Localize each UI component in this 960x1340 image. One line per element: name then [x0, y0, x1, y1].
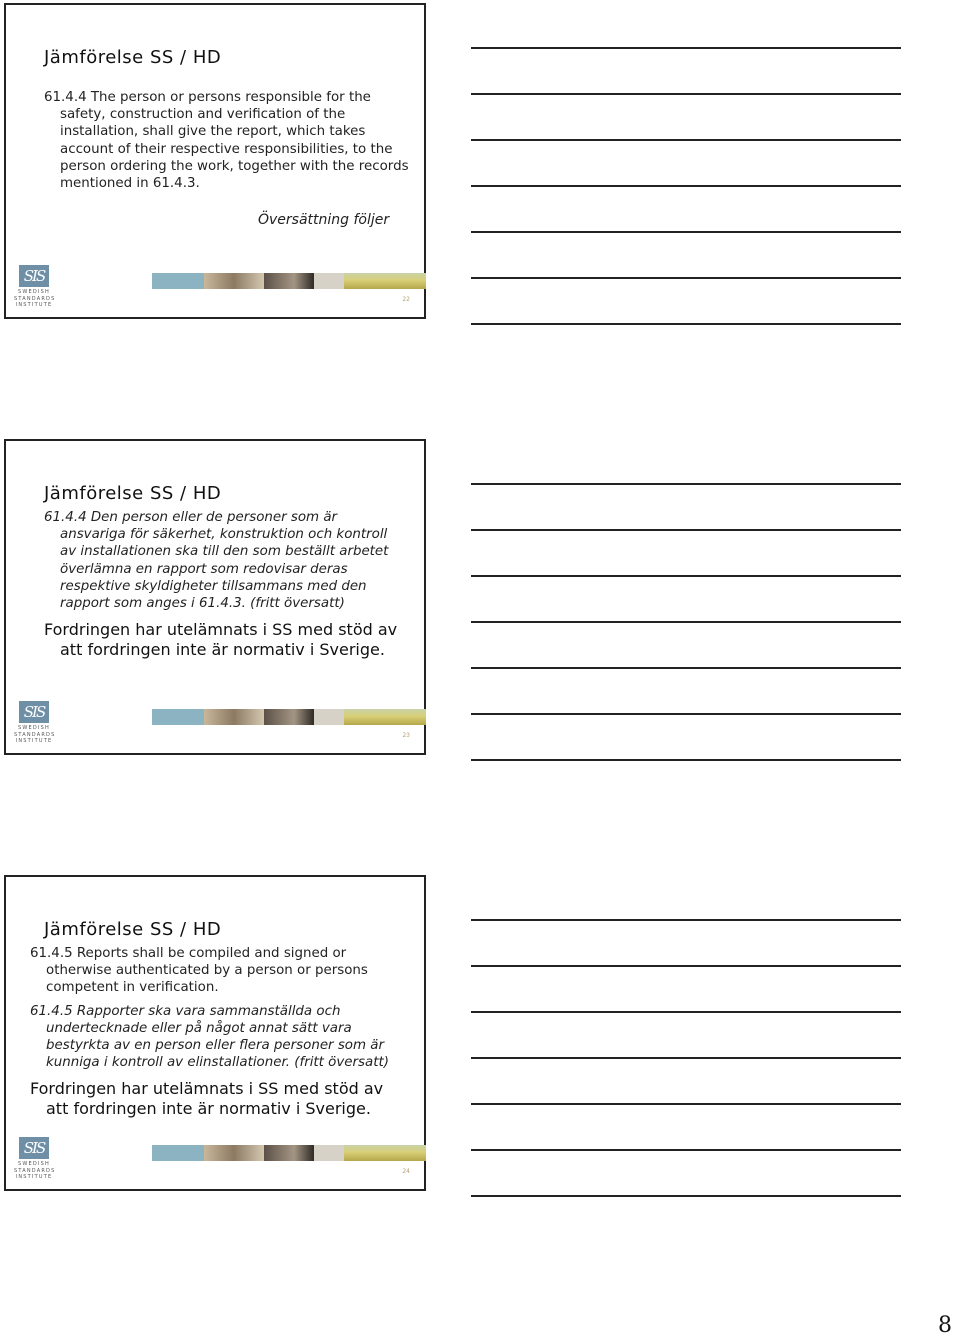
logo-text-line: INSTITUTE [15, 738, 53, 744]
slide-note: Fordringen har utelämnats i SS med stöd av att fordringen inte är normativ i Sverige. [44, 620, 398, 660]
notes-line [471, 759, 901, 761]
slide-body-text-swedish: 61.4.5 Rapporter ska vara sammanställda och undertecknade eller på något annat sätt vara bestyrkta av en person eller flera personer som är kunniga i kontroll av elinstallationer. (fritt översatt) [30, 1003, 389, 1071]
logo-text-line: SWEDISH [18, 725, 50, 731]
notes-line [471, 231, 901, 233]
sis-logo [14, 701, 54, 745]
logo-text-line: STANDARDS [14, 1167, 56, 1174]
page-number: 8 [938, 1313, 952, 1338]
logo-text-line: STANDARDS [14, 731, 56, 738]
logo-text-line: SWEDISH [18, 1161, 50, 1167]
notes-line [471, 919, 901, 921]
slide-body [30, 945, 410, 1119]
slide-22 [4, 3, 426, 319]
photo-strip [152, 1145, 426, 1161]
notes-line [471, 93, 901, 95]
notes-line [471, 277, 901, 279]
notes-line [471, 667, 901, 669]
notes-line [471, 1195, 901, 1197]
translation-note: Översättning följer [258, 212, 390, 228]
notes-line [471, 713, 901, 715]
sis-logo [14, 1137, 54, 1181]
slide-note: Fordringen har utelämnats i SS med stöd av att fordringen inte är normativ i Sverige. [30, 1079, 384, 1119]
slide-body [44, 509, 404, 660]
slide-number: 22 [402, 296, 410, 303]
notes-line [471, 1103, 901, 1105]
logo-text-line: INSTITUTE [15, 302, 53, 308]
notes-line [471, 323, 901, 325]
notes-line [471, 47, 901, 49]
slide-title: Jämförelse SS / HD [44, 47, 222, 68]
slide-23 [4, 439, 426, 755]
notes-line [471, 483, 901, 485]
notes-line [471, 621, 901, 623]
logo-text-line: INSTITUTE [15, 1174, 53, 1180]
slide-number: 23 [402, 732, 410, 739]
logo-text-line: SWEDISH [18, 289, 50, 295]
sis-logo-mark: SIS [19, 701, 49, 723]
sis-logo [14, 265, 54, 309]
sis-logo-mark: SIS [19, 265, 49, 287]
slide-body-text-swedish: 61.4.4 Den person eller de personer som är ansvariga för säkerhet, konstruktion och kontroll av installationen ska till den som beställt arbetet överlämna en rapport som redovisar deras respektive skyldigheter tillsammans med den rapport som anges i 61.4.3. (fritt översatt) [44, 510, 389, 612]
slide-body-text: 61.4.4 The person or persons responsible for the safety, construction and verification of the installation, shall give the report, which takes account of their respective responsibilities, to the person ordering the work, together with the records mentioned in 61.4.3. [44, 90, 409, 192]
notes-line [471, 1057, 901, 1059]
photo-strip [152, 709, 426, 725]
notes-line [471, 185, 901, 187]
slide-24 [4, 875, 426, 1191]
notes-line [471, 965, 901, 967]
slide-number: 24 [402, 1168, 410, 1175]
slide-title: Jämförelse SS / HD [44, 483, 222, 504]
photo-strip [152, 273, 426, 289]
notes-line [471, 1011, 901, 1013]
notes-line [471, 1149, 901, 1151]
sis-logo-mark: SIS [19, 1137, 49, 1159]
notes-line [471, 575, 901, 577]
logo-text-line: STANDARDS [14, 295, 56, 302]
notes-line [471, 139, 901, 141]
notes-line [471, 529, 901, 531]
slide-body-text-english: 61.4.5 Reports shall be compiled and signed or otherwise authenticated by a person or persons competent in verification. [30, 946, 368, 996]
slide-title: Jämförelse SS / HD [44, 919, 222, 940]
